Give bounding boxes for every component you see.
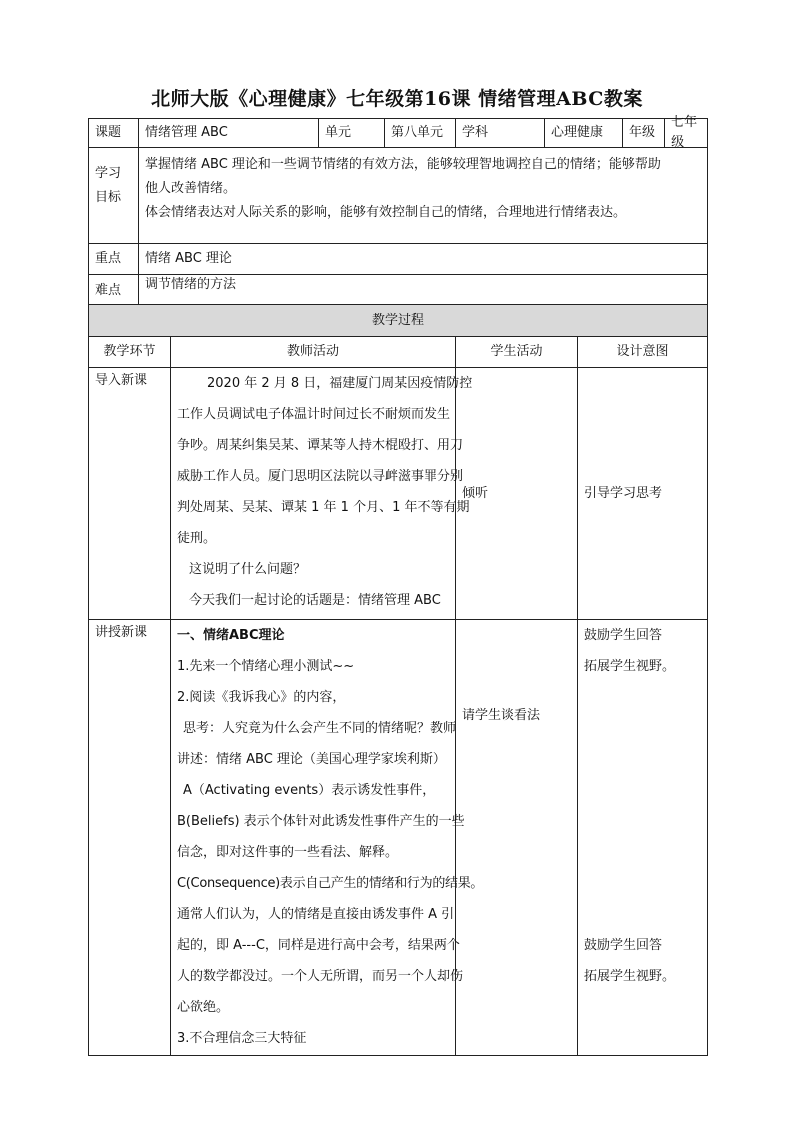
lecture-line: 思考：人究竟为什么会产生不同的情绪呢？教师 bbox=[183, 721, 457, 736]
intro-stage: 导入新课 bbox=[89, 368, 171, 620]
lecture-line: 1.先来一个情绪心理小测试~~ bbox=[177, 659, 355, 674]
lecture-intent-line: 鼓励学生回答 bbox=[584, 628, 663, 643]
col-intent: 设计意图 bbox=[578, 337, 708, 368]
lecture-intent bbox=[578, 620, 708, 1056]
intro-line: 今天我们一起讨论的话题是：情绪管理 ABC bbox=[189, 593, 441, 608]
objectives-text bbox=[139, 148, 708, 244]
lecture-teacher bbox=[171, 620, 484, 1056]
difficulty-value: 调节情绪的方法 bbox=[139, 275, 708, 305]
key-point-value: 情绪 ABC 理论 bbox=[139, 244, 708, 275]
topic-label: 课题 bbox=[89, 119, 139, 148]
intro-student: 倾听 bbox=[456, 368, 578, 620]
intro-line: 徒刑。 bbox=[177, 531, 217, 546]
objectives-label bbox=[89, 148, 139, 244]
intro-intent: 引导学习思考 bbox=[578, 368, 708, 620]
lecture-row bbox=[89, 620, 708, 1056]
subject-label: 学科 bbox=[456, 119, 545, 148]
objectives-label-line2: 目标 bbox=[95, 190, 122, 205]
grade-cell bbox=[623, 115, 708, 150]
document-title: 北师大版《心理健康》七年级第16课 情绪管理ABC教案 bbox=[151, 88, 643, 110]
col-student: 学生活动 bbox=[456, 337, 578, 368]
grade-label: 年级 bbox=[623, 119, 665, 147]
lecture-line: B(Beliefs) 表示个体针对此诱发性事件产生的一些 bbox=[177, 814, 465, 829]
intro-row bbox=[89, 368, 708, 620]
lecture-stage: 讲授新课 bbox=[89, 620, 171, 1056]
intro-line: 判处周某、吴某、谭某 1 年 1 个月、1 年不等有期 bbox=[177, 500, 470, 515]
lecture-line: 起的，即 A---C，同样是进行高中会考，结果两个 bbox=[177, 938, 460, 953]
intro-line: 2020 年 2 月 8 日，福建厦门周某因疫情防控 bbox=[207, 376, 473, 391]
lecture-line: 2.阅读《我诉我心》的内容， bbox=[177, 690, 346, 705]
intro-line: 这说明了什么问题？ bbox=[189, 562, 307, 577]
topic-value: 情绪管理 ABC bbox=[139, 119, 319, 148]
process-columns-row bbox=[89, 337, 708, 368]
lecture-line: 心欲绝。 bbox=[177, 1000, 230, 1015]
objectives-label-line1: 学习 bbox=[95, 166, 122, 181]
intro-line: 争吵。周某纠集吴某、谭某等人持木棍殴打、用刀 bbox=[177, 438, 464, 453]
unit-value: 第八单元 bbox=[385, 119, 456, 148]
difficulty-row bbox=[89, 275, 708, 305]
process-header-row bbox=[89, 305, 708, 337]
process-header: 教学过程 bbox=[89, 305, 708, 337]
lecture-intent-line: 拓展学生视野。 bbox=[584, 659, 676, 674]
objectives-line2: 他人改善情绪。 bbox=[145, 181, 237, 196]
lesson-plan-table bbox=[88, 115, 708, 1056]
key-point-row bbox=[89, 244, 708, 275]
col-teacher: 教师活动 bbox=[171, 337, 456, 368]
info-row bbox=[89, 119, 708, 148]
subject-value: 心理健康 bbox=[545, 119, 623, 148]
lecture-intent-line: 拓展学生视野。 bbox=[584, 969, 676, 984]
objectives-line3: 体会情绪表达对人际关系的影响，能够有效控制自己的情绪，合理地进行情绪表达。 bbox=[145, 205, 627, 220]
intro-line: 工作人员调试电子体温计时间过长不耐烦而发生 bbox=[177, 407, 451, 422]
lecture-line: A（Activating events）表示诱发性事件， bbox=[183, 783, 436, 798]
lecture-line: 信念，即对这件事的一些看法、解释。 bbox=[177, 845, 399, 860]
lecture-line: 通常人们认为，人的情绪是直接由诱发事件 A 引 bbox=[177, 907, 455, 922]
lecture-line: 3.不合理信念三大特征 bbox=[177, 1031, 307, 1046]
intro-teacher bbox=[171, 368, 473, 620]
objectives-line1: 掌握情绪 ABC 理论和一些调节情绪的有效方法，能够较理智地调控自己的情绪；能够帮助 bbox=[145, 157, 661, 172]
difficulty-label: 难点 bbox=[89, 275, 139, 305]
lecture-heading: 一、情绪ABC理论 bbox=[177, 628, 285, 643]
lecture-line: C(Consequence)表示自己产生的情绪和行为的结果。 bbox=[177, 876, 484, 891]
objectives-row bbox=[89, 148, 708, 244]
key-point-label: 重点 bbox=[89, 244, 139, 275]
lecture-student: 请学生谈看法 bbox=[456, 620, 578, 1056]
lecture-line: 人的数学都没过。一个人无所谓，而另一个人却伤 bbox=[177, 969, 464, 984]
intro-line: 威胁工作人员。厦门思明区法院以寻衅滋事罪分别 bbox=[177, 469, 464, 484]
grade-value: 七年级 bbox=[671, 115, 698, 150]
lecture-intent-line: 鼓励学生回答 bbox=[584, 938, 663, 953]
unit-label: 单元 bbox=[319, 119, 385, 148]
col-stage: 教学环节 bbox=[89, 337, 171, 368]
lecture-line: 讲述：情绪 ABC 理论（美国心理学家埃利斯） bbox=[177, 752, 446, 767]
